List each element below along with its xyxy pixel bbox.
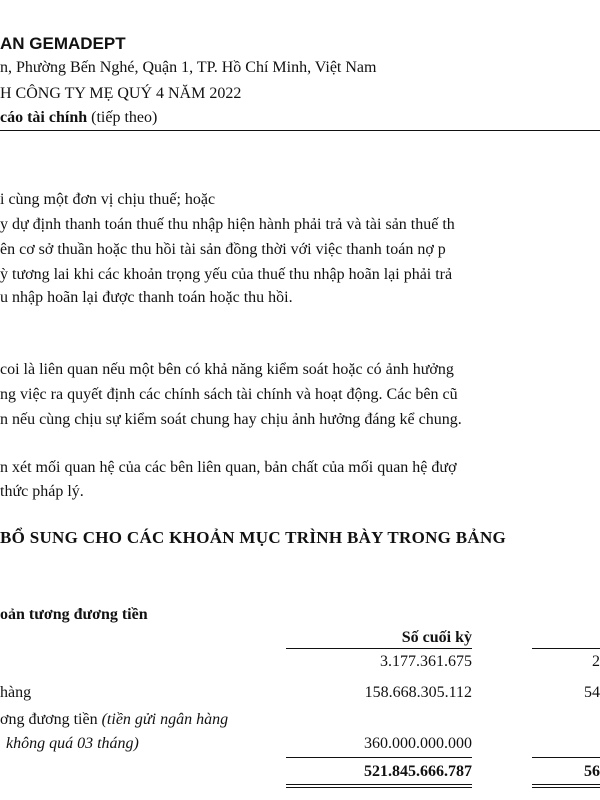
tax-line-3: ên cơ sở thuần hoặc thu hồi tài sản đồng thời với việc thanh toán nợ p xyxy=(0,241,446,258)
company-name: AN GEMADEPT xyxy=(0,34,126,53)
table-title: oản tương đương tiền xyxy=(0,606,148,623)
related-line-1: coi là liên quan nếu một bên có khả năng kiểm soát hoặc có ảnh hưởng xyxy=(0,361,454,378)
tax-line-4: ỳ tương lai khi các khoản trọng yếu của thuế thu nhập hoãn lại phải trả xyxy=(0,266,453,283)
section-title xyxy=(0,108,157,128)
table-row-3-label-italic: (tiền gửi ngân hàng xyxy=(101,711,229,728)
total-double-rule-2 xyxy=(286,787,472,788)
table-row-3-label-2: không quá 03 tháng) xyxy=(6,735,139,752)
table-row-3-label xyxy=(0,710,228,730)
total-value: 521.845.666.787 xyxy=(364,763,472,780)
col-header-closing: Số cuối kỳ xyxy=(401,629,472,646)
report-title: H CÔNG TY MẸ QUÝ 4 NĂM 2022 xyxy=(0,85,242,102)
table-row-3-label-normal: ơng đương tiền xyxy=(0,711,102,728)
table-row-1-right: 2 xyxy=(592,653,600,670)
total-double-rule-right-2 xyxy=(532,787,600,788)
total-top-rule xyxy=(286,757,472,758)
total-top-rule-right xyxy=(532,757,600,758)
col-header-underline-right xyxy=(532,648,600,649)
total-double-rule-right-1 xyxy=(532,784,600,785)
total-right: 56 xyxy=(584,763,600,780)
col-header-underline xyxy=(286,648,472,649)
section-title-bold: cáo tài chính xyxy=(0,109,88,126)
total-double-rule-1 xyxy=(286,784,472,785)
section-title-rest: (tiếp theo) xyxy=(87,109,158,126)
section-heading: BỔ SUNG CHO CÁC KHOẢN MỤC TRÌNH BÀY TRONG BẢNG xyxy=(0,528,507,547)
review-line-2: thức pháp lý. xyxy=(0,483,84,500)
table-row-2-right: 54 xyxy=(584,684,600,701)
table-row-2-label: hàng xyxy=(0,684,32,701)
company-address: n, Phường Bến Nghé, Quận 1, TP. Hồ Chí Minh, Việt Nam xyxy=(0,59,377,76)
related-line-3: n nếu cùng chịu sự kiểm soát chung hay chịu ảnh hưởng đáng kể chung. xyxy=(0,411,462,428)
tax-line-2: y dự định thanh toán thuế thu nhập hiện hành phải trả và tài sản thuế th xyxy=(0,216,455,233)
tax-line-5: u nhập hoãn lại được thanh toán hoặc thu hồi. xyxy=(0,289,293,306)
table-row-1-value: 3.177.361.675 xyxy=(380,653,472,670)
tax-line-1: i cùng một đơn vị chịu thuế; hoặc xyxy=(0,191,216,208)
header-divider xyxy=(0,130,600,131)
review-line-1: n xét mối quan hệ của các bên liên quan, bản chất của mối quan hệ đượ xyxy=(0,459,457,476)
table-row-3-value: 360.000.000.000 xyxy=(364,735,472,752)
table-row-2-value: 158.668.305.112 xyxy=(364,684,472,701)
related-line-2: ng việc ra quyết định các chính sách tài chính và hoạt động. Các bên cũ xyxy=(0,386,458,403)
